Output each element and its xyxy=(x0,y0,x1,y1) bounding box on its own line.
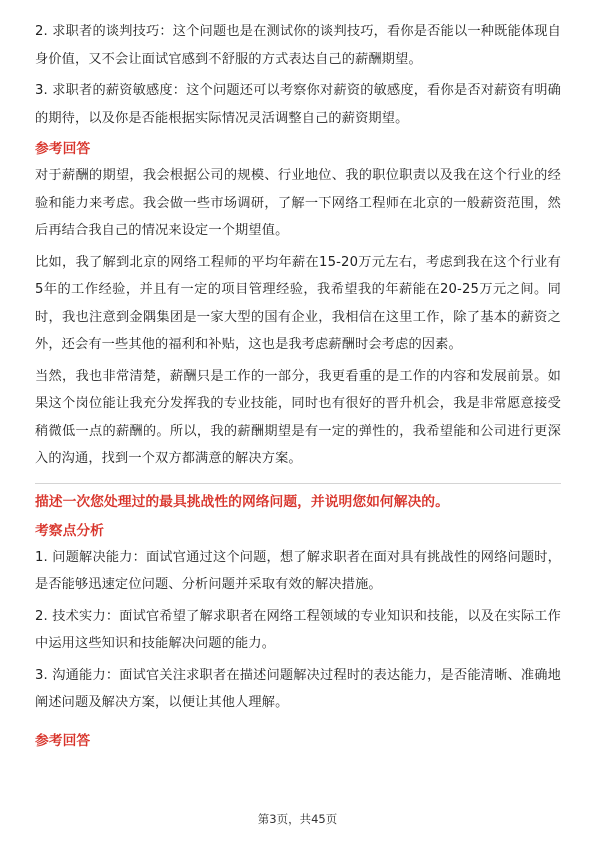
question-title: 描述一次您处理过的最具挑战性的网络问题，并说明您如何解决的。 xyxy=(35,493,449,510)
document-page xyxy=(35,18,561,754)
page-number: 第3页，共45页 xyxy=(257,812,338,826)
answer-paragraph: 比如，我了解到北京的网络工程师的平均年薪在15-20万元左右，考虑到我在这个行业有5年的工作经验，并且有一定的项目管理经验，我希望我的年薪能在20-25万元之间。同时，我也注意到金隅集团是一家大型的国有企业，我相信在这里工作，除了基本的薪资之外，还会有一些其他的福利和补贴，这也是我考虑薪酬时会考虑的因素。 xyxy=(35,254,561,352)
answer-heading: 参考回答 xyxy=(35,141,91,157)
answer-paragraph: 对于薪酬的期望，我会根据公司的规模、行业地位、我的职位职责以及我在这个行业的经验和能力来考虑。我会做一些市场调研，了解一下网络工程师在北京的一般薪资范围，然后再结合我自己的情况来设定一个期望值。 xyxy=(35,168,561,238)
answer-heading-2: 参考回答 xyxy=(35,732,91,749)
answer-paragraph: 当然，我也非常清楚，薪酬只是工作的一部分，我更看重的是工作的内容和发展前景。如果这个岗位能让我充分发挥我的专业技能，同时也有很好的晋升机会，我是非常愿意接受稍微低一点的薪酬的。所以，我的薪酬期望是有一定的弹性的，我希望能和公司进行更深入的沟通，找到一个双方都满意的解决方案。 xyxy=(35,368,561,466)
analysis-item: 2. 技术实力：面试官希望了解求职者在网络工程领域的专业知识和技能，以及在实际工作中运用这些知识和技能解决问题的能力。 xyxy=(35,608,561,651)
analysis-item: 1. 问题解决能力：面试官通过这个问题，想了解求职者在面对具有挑战性的网络问题时，是否能够迅速定位问题、分析问题并采取有效的解决措施。 xyxy=(35,549,561,592)
analysis-item: 3. 沟通能力：面试官关注求职者在描述问题解决过程时的表达能力，是否能清晰、准确地阐述问题及解决方案，以便让其他人理解。 xyxy=(35,667,561,710)
criteria-item-salary-sensitivity: 3. 求职者的薪资敏感度：这个问题还可以考察你对薪资的敏感度，看你是否对薪资有明确的期待，以及你是否能根据实际情况灵活调整自己的薪资期望。 xyxy=(35,83,561,126)
criteria-item-negotiation: 2. 求职者的谈判技巧：这个问题也是在测试你的谈判技巧，看你是否能以一种既能体现自身价值，又不会让面试官感到不舒服的方式表达自己的薪酬期望。 xyxy=(35,24,561,67)
section-divider xyxy=(35,483,561,484)
analysis-heading: 考察点分析 xyxy=(35,522,104,539)
